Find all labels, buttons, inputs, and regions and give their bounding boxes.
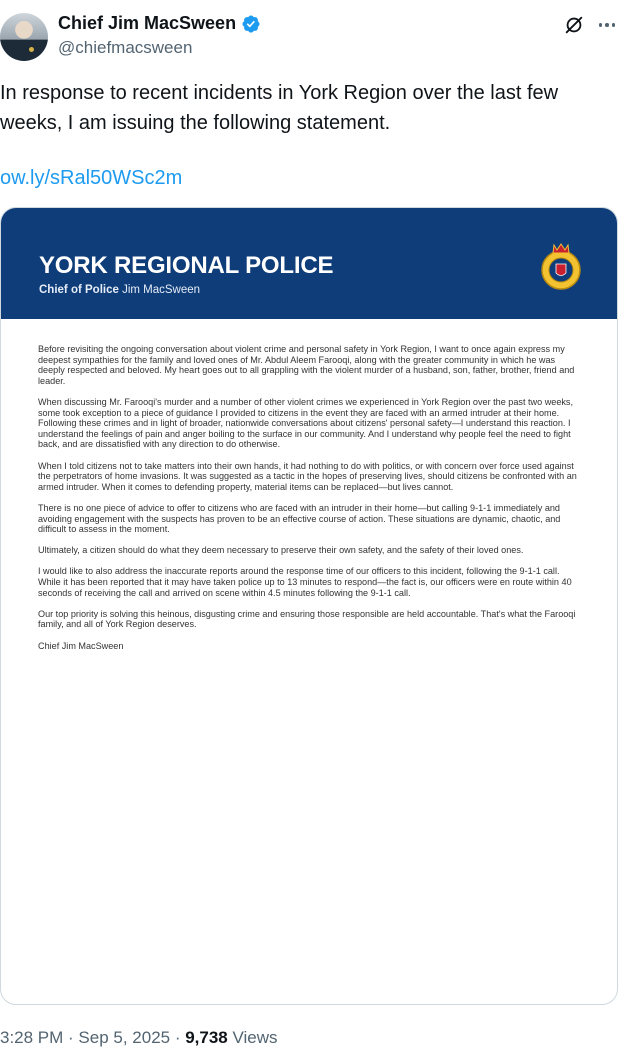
tweet-text: In response to recent incidents in York Region over the last few weeks, I am issuing the following statement. [0,82,559,134]
statement-paragraph: There is no one piece of advice to offer to citizens who are faced with an intruder in their home—but calling 9-1-1 immediately and avoiding engagement with the suspects has proven to be an effective course of action. These situations are dynamic, chaotic, and difficult to assess in the moment. [38,502,561,535]
banner-subtitle-name: Jim MacSween [122,284,201,296]
meta-separator: · [170,1028,186,1047]
statement-body [38,344,583,662]
verified-badge-icon[interactable] [241,14,261,34]
views-count: 9,738 [185,1028,228,1047]
banner-subtitle-role: Chief of Police [39,284,119,296]
avatar-badge-detail [29,47,34,52]
police-crest-icon [536,235,586,295]
more-icon[interactable] [596,14,618,36]
tweet-meta [0,1028,278,1048]
tweet-link[interactable]: ow.ly/sRal50WSc2m [0,167,183,189]
statement-paragraph: When I told citizens not to take matters into their own hands, it had nothing to do with politics, or with concern over force used against the perpetrators of home invasions. It was suggested as a tactic in the hopes of preserving lives, should citizens be confronted with an armed intruder. When it comes to defending property, material items can be replaced—but lives cannot. [38,460,577,492]
author-handle[interactable]: @chiefmacsween [58,38,193,57]
statement-paragraph: I would like to also address the inaccurate reports around the response time of our officers to this incident, following the 9-1-1 call. While it has been reported that it may have taken police up to 13 minutes to respond—the fact is, our officers were en route within 40 seconds of receiving the call and arrived on scene within 4.5 minutes following the 9-1-1 call. [38,566,572,598]
statement-paragraph: Our top priority is solving this heinous, disgusting crime and ensuring those responsible are held accountable. That's what the Farooqi family, and all of York Region deserves. [38,608,576,630]
statement-paragraph: When discussing Mr. Farooqi's murder and a number of other violent crimes we experienced in York Region over the past two weeks, some took exception to a piece of guidance I provided to citizens in the event they are faced with an armed intruder at their home. Following these crimes and in light of broader, nationwide conversations about citizens' personal safety—I understand this reaction. I understand the feelings of pain and anger boiling to the surface in our community. And I understand why people feel the need to fight back, and are dissatisfied with any direction to do otherwise. [38,396,573,450]
document-banner [1,208,618,319]
display-name[interactable]: Chief Jim MacSween [58,13,237,33]
statement-image[interactable] [0,207,618,1005]
avatar[interactable] [0,13,48,61]
statement-paragraph: Before revisiting the ongoing conversation about violent crime and personal safety in York Region, I want to once again express my deepest sympathies for the family and loved ones of Mr. Abdul Aleem Farooqi, along with the greater community in which he was deeply respected and beloved. My heart goes out to all grappling with the violent murder of a husband, son, father, brother, friend and leader. [38,344,575,386]
tweet-header [0,0,629,70]
statement-paragraph: Ultimately, a citizen should do what they deem necessary to preserve their own safety, and the safety of their loved ones. [38,545,524,556]
banner-subtitle [39,284,200,296]
grok-icon[interactable] [563,14,585,36]
tweet-timestamp[interactable]: 3:28 PM · Sep 5, 2025 [0,1028,171,1047]
author-name-row [58,13,261,34]
statement-signature: Chief Jim MacSween [38,640,124,651]
views-label: Views [232,1028,278,1047]
banner-title: YORK REGIONAL POLICE [39,252,334,279]
